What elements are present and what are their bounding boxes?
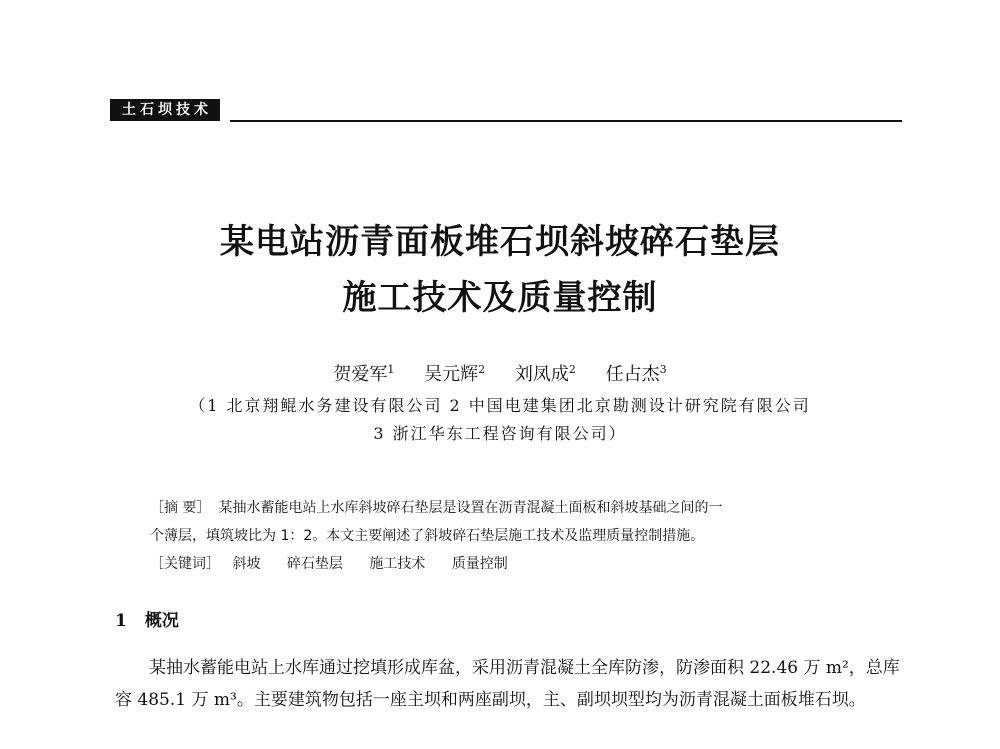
affiliation-line-2: 3 浙江华东工程咨询有限公司）: [373, 424, 627, 443]
author: 任占杰$^3$: [605, 363, 667, 385]
abstract-line-1: ［摘 要］ 某抽水蓄能电站上水库斜坡碎石垫层是设置在沥青混凝土面板和斜坡基础之间的一: [150, 500, 723, 516]
title-line-1: 某电站沥青面板堆石坝斜坡碎石垫层: [220, 222, 780, 262]
body-paragraph: 某抽水蓄能电站上水库通过挖填形成库盆，采用沥青混凝土全库防渗，防渗面积 22.46 万 m²，总库容 485.1 万 m³。主要建筑物包括一座主坝和两座副坝，主、副坝坝型均为沥青混凝土面板堆石坝。: [115, 658, 900, 710]
keyword: 斜坡: [232, 556, 261, 572]
keyword: 质量控制: [451, 556, 508, 572]
paper-title: [0, 214, 1000, 326]
journal-column-tag: 土石坝技术: [110, 99, 220, 121]
affiliation-line-1: （1 北京翔鲲水务建设有限公司 2 中国电建集团北京勘测设计研究院有限公司: [189, 396, 811, 415]
title-line-2: 施工技术及质量控制: [342, 278, 658, 318]
affiliations: [0, 392, 1000, 448]
abstract-label: ［摘 要］: [150, 500, 211, 516]
section-number: 1: [115, 611, 127, 631]
section-title: 概况: [144, 611, 179, 631]
keyword: 施工技术: [369, 556, 426, 572]
keywords-label: ［关键词］: [150, 556, 220, 572]
body-text: [115, 652, 915, 716]
abstract-block: [150, 494, 870, 578]
author: 贺爱军$^1$: [333, 363, 395, 385]
header-rule: [230, 120, 902, 122]
section-heading: [115, 606, 179, 631]
keyword: 碎石垫层: [286, 556, 343, 572]
author: 吴元辉$^2$: [424, 363, 486, 385]
abstract-line-2: 个薄层，填筑坡比为 1：2。本文主要阐述了斜坡碎石垫层施工技术及监理质量控制措施。: [150, 528, 705, 544]
author-list: [0, 358, 1000, 387]
author: 刘凤成$^2$: [514, 363, 576, 385]
keywords-line: [150, 550, 870, 578]
